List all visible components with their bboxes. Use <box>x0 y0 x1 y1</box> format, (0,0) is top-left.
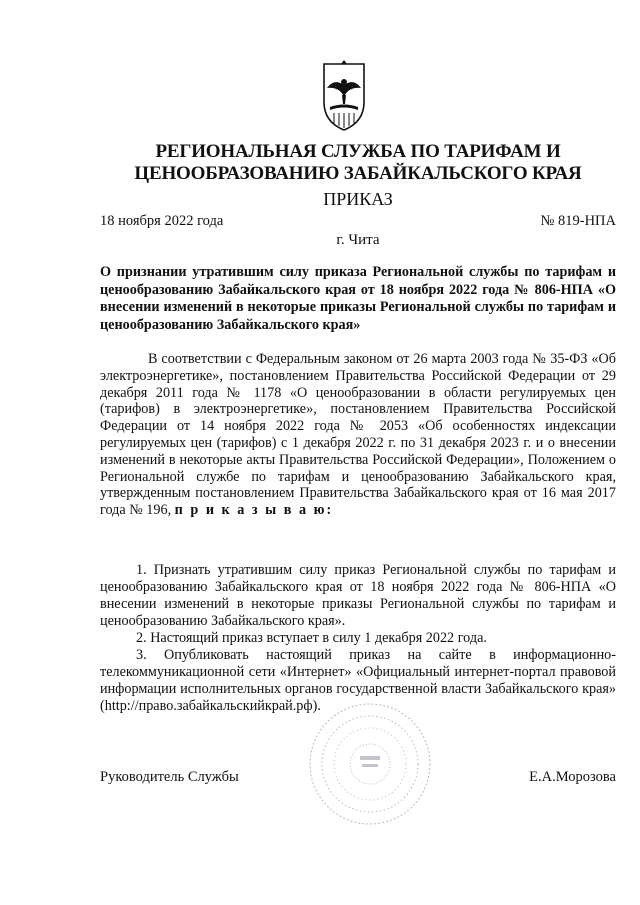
preamble <box>100 351 616 519</box>
coat-of-arms-icon <box>318 58 370 134</box>
preamble-text: В соответствии с Федеральным законом от 26 марта 2003 года № 35-ФЗ «Об электроэнергетике», постановлением Правительства Российской Федерации от 29 декабря 2011 года № 1178 «О ценообразовании в области регулируемых цен (тарифов) в электроэнергетике», постановлением Правительства Российской Федерации от 14 ноября 2022 года № 2053 «Об особенностях индексации регулируемых цен (тарифов) с 1 декабря 2022 г. по 31 декабря 2023 г. и о внесении изменений в некоторые акты Правительства Российской Федерации», Положением о Региональной службе по тарифам и ценообразованию Забайкальского края, утвержденным постановлением Правительства Забайкальского края от 16 мая 2017 года № 196, <box>100 351 616 519</box>
document-city: г. Чита <box>336 232 380 248</box>
document-title: О признании утратившим силу приказа Региональной службы по тарифам и ценообразованию Забайкальского края от 18 ноября 2022 года № 806-НПА «О внесении изменений в некоторые приказы Региональной службы по тарифам и ценообразованию Забайкальского края» <box>100 264 616 333</box>
signature-role: Руководитель Службы <box>100 769 239 785</box>
organization-name-line-2: ЦЕНООБРАЗОВАНИЮ ЗАБАЙКАЛЬСКОГО КРАЯ <box>134 163 582 184</box>
signature-name: Е.А.Морозова <box>529 769 616 785</box>
document-number: № 819-НПА <box>540 213 616 229</box>
document-date: 18 ноября 2022 года <box>100 213 224 229</box>
order-item-2: 2. Настоящий приказ вступает в силу 1 декабря 2022 года. <box>136 630 487 646</box>
order-word: п р и к а з ы в а ю: <box>174 502 334 519</box>
order-items <box>100 562 616 715</box>
order-item-1: 1. Признать утратившим силу приказ Региональной службы по тарифам и ценообразованию Забайкальского края от 18 ноября 2022 года № 806-НПА «О внесении изменений в некоторые приказы Региональной службы по тарифам и ценообразованию Забайкальского края». <box>100 562 616 629</box>
order-item-3: 3. Опубликовать настоящий приказ на сайте в информационно-телекоммуникационной сети «Интернет» «Официальный интернет-портал правовой информации исполнительных органов государственной власти Забайкальского края» (http://право.забайкальскийкрай.рф). <box>100 647 616 714</box>
official-seal <box>300 700 440 828</box>
organization-name-line-1: РЕГИОНАЛЬНАЯ СЛУЖБА ПО ТАРИФАМ И <box>155 141 561 162</box>
document-type: ПРИКАЗ <box>323 189 393 209</box>
organization-name <box>100 141 616 185</box>
